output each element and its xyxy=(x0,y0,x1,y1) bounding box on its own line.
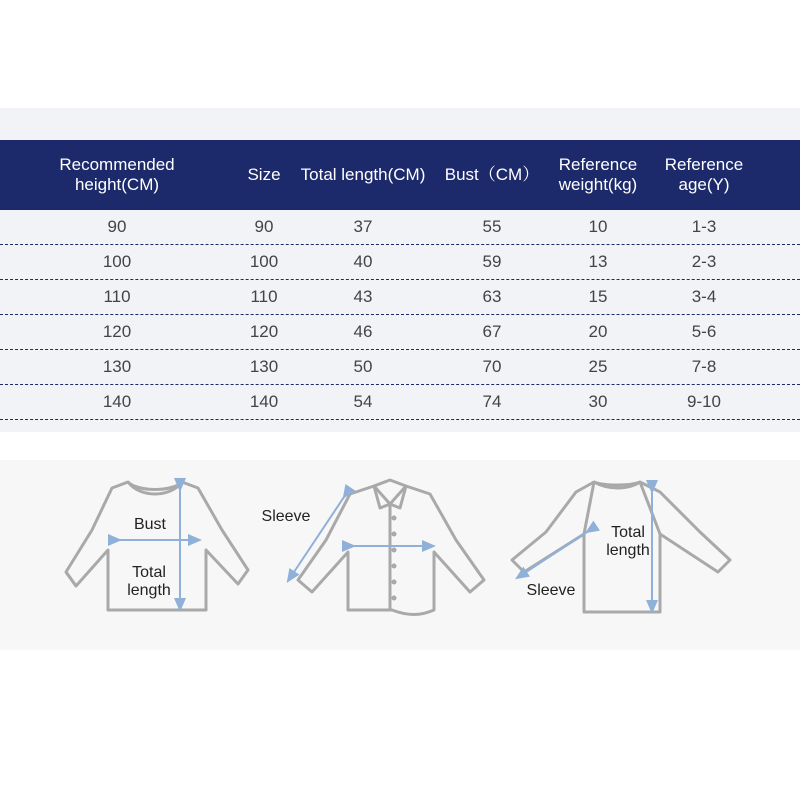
table-row xyxy=(0,385,800,420)
cell-age: 7-8 xyxy=(691,357,717,376)
shirt-garment-icon xyxy=(298,480,484,615)
cell-height: 110 xyxy=(103,287,131,306)
cell-size: 100 xyxy=(249,252,279,271)
tshirt-total-length-label: Total length xyxy=(127,564,171,599)
header-bust: Bust（CM） xyxy=(444,165,540,184)
cell-height: 140 xyxy=(102,392,132,411)
raglan-sleeve-measure-line xyxy=(520,530,590,576)
cell-total-length: 37 xyxy=(353,217,373,236)
cell-height: 130 xyxy=(102,357,132,376)
raglan-total-length-label: Total length xyxy=(606,524,650,559)
table-row xyxy=(0,280,800,315)
cell-weight: 30 xyxy=(588,392,608,411)
garment-illustrations xyxy=(0,460,800,650)
table-row xyxy=(0,245,800,280)
cell-bust: 63 xyxy=(482,287,502,306)
table-row xyxy=(0,210,800,245)
cell-height: 100 xyxy=(102,252,132,271)
cell-height: 90 xyxy=(107,217,127,236)
header-recommended-height: Recommended height(CM) xyxy=(59,155,175,194)
table-row xyxy=(0,350,800,385)
cell-size: 130 xyxy=(249,357,279,376)
cell-age: 9-10 xyxy=(686,392,722,411)
cell-total-length: 46 xyxy=(353,322,373,341)
cell-bust: 67 xyxy=(482,322,502,341)
cell-total-length: 43 xyxy=(353,287,373,306)
cell-height: 120 xyxy=(102,322,132,341)
table-header xyxy=(0,140,800,210)
cell-size: 120 xyxy=(249,322,279,341)
cell-size: 110 xyxy=(250,287,278,306)
cell-bust: 55 xyxy=(482,217,502,236)
shirt-sleeve-label: Sleeve xyxy=(261,508,311,525)
cell-total-length: 40 xyxy=(353,252,373,271)
cell-size: 90 xyxy=(254,217,274,236)
cell-age: 3-4 xyxy=(691,287,717,306)
cell-bust: 59 xyxy=(482,252,502,271)
bust-label: Bust xyxy=(133,516,166,533)
cell-total-length: 50 xyxy=(353,357,373,376)
cell-weight: 25 xyxy=(588,357,608,376)
cell-age: 5-6 xyxy=(691,322,717,341)
shirt-buttons xyxy=(392,516,397,601)
cell-weight: 13 xyxy=(588,252,608,271)
cell-weight: 10 xyxy=(588,217,608,236)
cell-age: 1-3 xyxy=(691,217,717,236)
cell-age: 2-3 xyxy=(691,252,717,271)
cell-weight: 15 xyxy=(588,287,608,306)
cell-total-length: 54 xyxy=(353,392,373,411)
raglan-sleeve-label: Sleeve xyxy=(526,582,576,599)
cell-weight: 20 xyxy=(588,322,608,341)
size-chart-table xyxy=(0,108,800,432)
table-row xyxy=(0,315,800,350)
table-body xyxy=(0,210,800,420)
header-reference-weight: Reference weight(kg) xyxy=(558,155,638,194)
cell-bust: 74 xyxy=(482,392,502,411)
header-reference-age: Reference age(Y) xyxy=(664,155,744,194)
header-size: Size xyxy=(247,165,281,184)
measurement-diagrams xyxy=(0,460,800,650)
header-total-length: Total length(CM) xyxy=(300,165,426,184)
cell-bust: 70 xyxy=(482,357,502,376)
cell-size: 140 xyxy=(249,392,279,411)
